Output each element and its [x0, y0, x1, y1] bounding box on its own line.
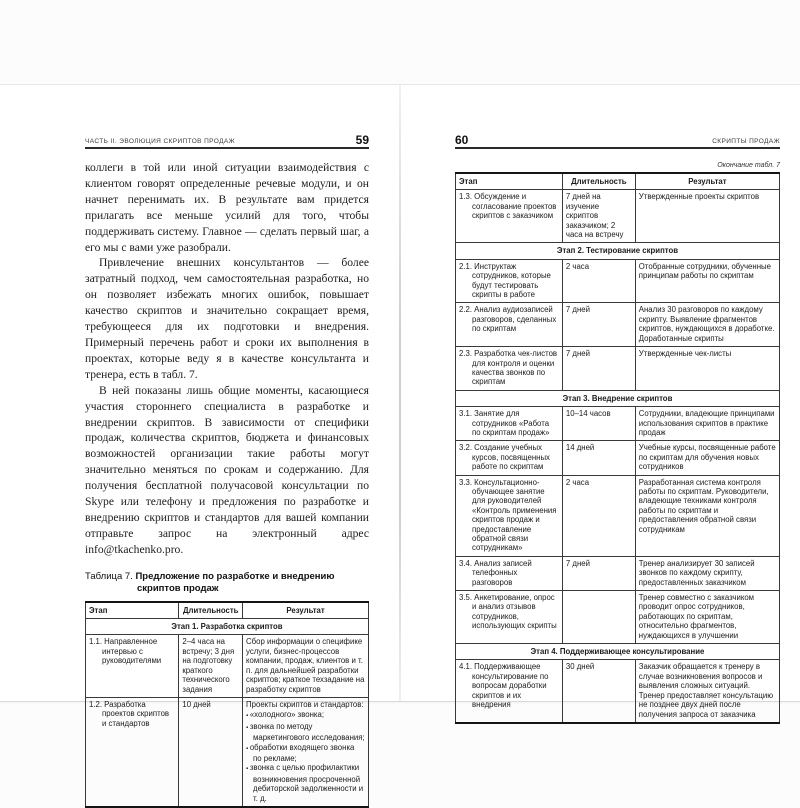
- table-7-part-1: [85, 601, 369, 808]
- duration-cell: 2 часа: [562, 475, 635, 556]
- paragraph: Привлечение внешних консультантов — более затратный подход, чем самостоятельная разработка, но он позволяет избежать многих ошибок, повышает качество скриптов и значительно сокращает время, требующееся для их подготовки и внедрения. Примерный перечень работ и сроки их выполнения в проектах, которые веду я в качестве консультанта и тренера, есть в табл. 7.: [85, 256, 369, 381]
- right-running-header: [455, 135, 780, 149]
- column-header-duration: Длительность: [562, 173, 635, 190]
- table-header-row: [86, 602, 369, 619]
- result-cell: Отобранные сотрудники, обученные принципам работы по скриптам: [635, 259, 779, 303]
- table-caption-title: Предложение по разработке и внедрению скриптов продаж: [135, 570, 335, 595]
- table-header-row: [456, 173, 780, 190]
- table-row: [456, 475, 780, 556]
- stage-cell: 3.4. Анализ записей телефонных разговоров: [456, 556, 563, 590]
- duration-cell: 2–4 часа на встречу; 3 дня на подготовку краткого технического задания: [179, 635, 243, 697]
- result-cell: Утвержденные чек-листы: [635, 347, 779, 391]
- result-intro: Проекты скриптов и стандартов:: [246, 699, 364, 709]
- column-header-result: Результат: [635, 173, 779, 190]
- duration-cell: 7 дней: [562, 556, 635, 590]
- result-cell: Учебные курсы, посвященные работе по скриптам для обучения новых сотрудников: [635, 441, 779, 475]
- table-row: [456, 591, 780, 644]
- duration-cell: 30 дней: [562, 660, 635, 723]
- result-bullet-list: [246, 710, 365, 803]
- table-row: [456, 407, 780, 441]
- table-row: [456, 303, 780, 347]
- stage-cell: 1.2. Разработка проектов скриптов и стандартов: [86, 697, 179, 807]
- section-label: Этап 3. Внедрение скриптов: [456, 390, 780, 406]
- result-cell: Разработанная система контроля работы по скриптам. Руководители, владеющие техниками контроля работы по скриптам и предоставления обратной связи сотрудникам: [635, 475, 779, 556]
- stage-cell: 2.3. Разработка чек-листов для контроля и оценки качества звонков по скриптам: [456, 347, 563, 391]
- right-page-number: 60: [455, 133, 469, 147]
- table-section-row: [86, 619, 369, 635]
- stage-cell: 1.1. Направленное интервью с руководителями: [86, 635, 179, 697]
- result-cell: [243, 697, 369, 807]
- paragraph: коллеги в той или иной ситуации взаимодействия с клиентом говорят определенные речевые модули, и он начнет перенимать их. В результате вам придется прилагать все меньше усилий для того, чтобы поддерживать систему. Главное — сделать первый шаг, а его мы с вами уже разобрали.: [85, 161, 369, 254]
- table-row: [456, 259, 780, 303]
- section-label: Этап 2. Тестирование скриптов: [456, 243, 780, 259]
- table-row: [86, 635, 369, 697]
- result-cell: Сбор информации о специфике услуги, бизнес-процессов компании, продаж, клиентов и т. п. для дальнейшей разработки скриптов; краткое техзадание на разработку скриптов: [243, 635, 369, 697]
- book-spine-divider: [399, 85, 401, 701]
- table-row: [456, 441, 780, 475]
- result-cell: Тренер анализирует 30 записей звонков по каждому скрипту, предоставленных заказчиком: [635, 556, 779, 590]
- left-body-text: [85, 160, 369, 558]
- paragraph: В ней показаны лишь общие моменты, касающиеся участия стороннего специалиста в разработке и внедрении скриптов. В зависимости от специфики продаж, количества скриптов, бюджета и финансовых возможностей организации такие работы могут значительно меняться по срокам и содержанию. Для получения бесплатной получасовой консультации по Skype или телефону и предложения по разработке и внедрению скриптов и стандартов для вашей компании отправьте запрос на электронный адрес info@tkachenko.pro.: [85, 383, 369, 556]
- left-running-header-title: ЧАСТЬ II. ЭВОЛЮЦИЯ СКРИПТОВ ПРОДАЖ: [85, 138, 236, 145]
- book-spread: [0, 84, 800, 803]
- column-header-result: Результат: [243, 602, 369, 619]
- duration-cell: [562, 591, 635, 644]
- section-label: Этап 4. Поддерживающее консультирование: [456, 644, 780, 660]
- result-bullet: ▪ звонка с целью профилактики возникновения просроченной дебиторской задолженности и т. д.: [246, 763, 365, 803]
- stage-cell: 3.5. Анкетирование, опрос и анализ отзывов сотрудников, использующих скрипты: [456, 591, 563, 644]
- duration-cell: 2 часа: [562, 259, 635, 303]
- duration-cell: 14 дней: [562, 441, 635, 475]
- table-caption: [85, 571, 369, 596]
- left-page-number: 59: [355, 133, 369, 147]
- right-page: [455, 135, 780, 724]
- table-continuation-note: Окончание табл. 7: [717, 162, 780, 169]
- duration-cell: 7 дней: [562, 303, 635, 347]
- stage-cell: 3.3. Консультационно-обучающее занятие для руководителей «Контроль применения скриптов продаж и предоставление обратной связи сотрудникам»: [456, 475, 563, 556]
- table-section-row: [456, 644, 780, 660]
- left-page: [85, 135, 369, 808]
- stage-cell: 1.3. Обсуждение и согласование проектов скриптов с заказчиком: [456, 190, 563, 243]
- duration-cell: 7 дней на изучение скриптов заказчиком; 2 часа на встречу: [562, 190, 635, 243]
- duration-cell: 10–14 часов: [562, 407, 635, 441]
- stage-cell: 2.2. Анализ аудиозаписей разговоров, сделанных по скриптам: [456, 303, 563, 347]
- stage-cell: 2.1. Инструктаж сотрудников, которые будут тестировать скрипты в работе: [456, 259, 563, 303]
- table-row: [86, 697, 369, 807]
- result-cell: Тренер совместно с заказчиком проводит опрос сотрудников, работающих по скриптам, относительно фрагментов, нуждающихся в улучшении: [635, 591, 779, 644]
- section-label: Этап 1. Разработка скриптов: [86, 619, 369, 635]
- table-row: [456, 347, 780, 391]
- result-cell: Утвержденные проекты скриптов: [635, 190, 779, 243]
- table-row: [456, 190, 780, 243]
- left-running-header: [85, 135, 369, 149]
- column-header-stage: Этап: [456, 173, 563, 190]
- duration-cell: 10 дней: [179, 697, 243, 807]
- result-cell: Анализ 30 разговоров по каждому скрипту. Выявление фрагментов скриптов, нуждающихся в доработке. Доработанные скрипты: [635, 303, 779, 347]
- stage-cell: 4.1. Поддерживающее консультирование по вопросам доработки скриптов и их внедрения: [456, 660, 563, 723]
- result-cell: Заказчик обращается к тренеру в случае возникновения вопросов и выявления сложных ситуаций. Тренер предоставляет консультацию не позднее двух дней после получения запроса от заказчика: [635, 660, 779, 723]
- table-section-row: [456, 390, 780, 406]
- result-bullet: ▪ звонка по методу маркетингового исследования;: [246, 722, 365, 743]
- table-7-part-2: [455, 172, 780, 724]
- stage-cell: 3.1. Занятие для сотрудников «Работа по скриптам продаж»: [456, 407, 563, 441]
- result-bullet: ▪ обработки входящего звонка по рекламе;: [246, 743, 365, 764]
- column-header-stage: Этап: [86, 602, 179, 619]
- duration-cell: 7 дней: [562, 347, 635, 391]
- stage-cell: 3.2. Создание учебных курсов, посвященных работе по скриптам: [456, 441, 563, 475]
- result-bullet: ▪ «холодного» звонка;: [246, 710, 365, 721]
- table-section-row: [456, 243, 780, 259]
- table-caption-prefix: Таблица 7.: [85, 570, 136, 582]
- table-row: [456, 660, 780, 723]
- table-row: [456, 556, 780, 590]
- right-running-header-title: СКРИПТЫ ПРОДАЖ: [712, 138, 780, 145]
- column-header-duration: Длительность: [179, 602, 243, 619]
- result-cell: Сотрудники, владеющие принципами использования скриптов в практике продаж: [635, 407, 779, 441]
